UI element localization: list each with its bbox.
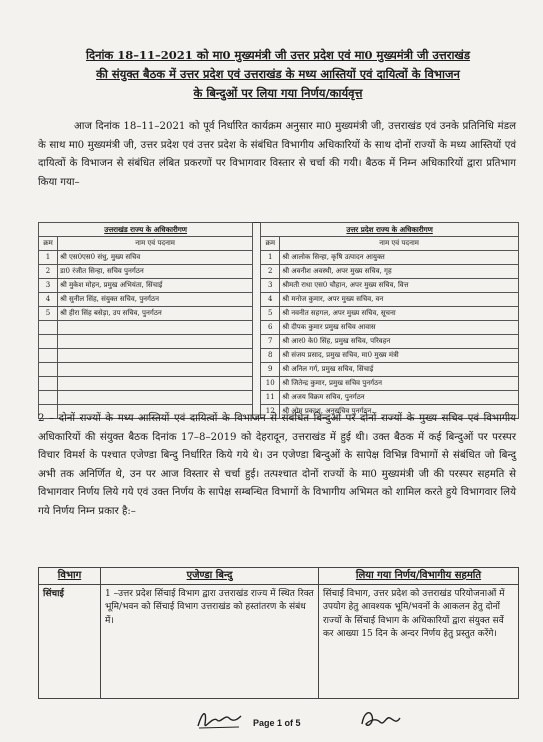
up-col-num: क्रम xyxy=(261,237,280,251)
uk-row-name: श्री मुकेश मोहन, प्रमुख अभियंता, सिंचाई xyxy=(58,279,253,293)
intro-paragraph xyxy=(38,118,516,192)
up-row-name: श्री अवनीश अवस्थी, अपर मुख्य सचिव, गृह xyxy=(280,265,519,279)
intro-text: आज दिनांक 18–11–2021 को पूर्व निर्धारित कार्यक्रम अनुसार मा0 मुख्यमंत्री जी, उत्तराखंड एवं उनके प्रतिनिधि मंडल के साथ मा0 मुख्यमंत्री जी, उत्तर प्रदेश एवं उत्तर प्रदेश के संबंधित विभागीय अधिकारियों के साथ दोनों राज्यों के मध्य आस्तियों एवं दायित्वों के विभाजन से संबंधित लंबित प्रकरणों पर विभागवार विस्तार से चर्चा की गयी। बैठक में निम्न अधिकारियों द्वारा प्रतिभाग किया गया– xyxy=(38,121,516,188)
up-row-num: 8 xyxy=(261,349,280,363)
up-row-num: 9 xyxy=(261,363,280,377)
officials-row xyxy=(39,279,519,293)
page-number: Page 1 of 5 xyxy=(253,718,301,728)
up-row-num: 7 xyxy=(261,335,280,349)
officials-row xyxy=(39,335,519,349)
officials-row xyxy=(39,307,519,321)
decision-department: सिंचाई xyxy=(39,584,101,698)
uk-row-name: श्री एस0एस0 संधु, मुख्य सचिव xyxy=(58,251,253,265)
decisions-table xyxy=(38,567,519,699)
up-row-num: 4 xyxy=(261,293,280,307)
up-row-name: श्री जितेन्द्र कुमार, प्रमुख सचिव पुनर्गठन xyxy=(280,377,519,391)
up-row-name: श्री संजय प्रसाद, प्रमुख सचिव, मा0 मुख्य मंत्री xyxy=(280,349,519,363)
up-row-name: श्री मनोज कुमार, अपर मुख्य सचिव, वन xyxy=(280,293,519,307)
officials-row xyxy=(39,265,519,279)
col-decision: लिया गया निर्णय/विभागीय सहमति xyxy=(319,568,519,585)
officials-table xyxy=(38,222,519,419)
officials-row xyxy=(39,251,519,265)
title-line-2: की संयुक्त बैठक में उत्तर प्रदेश एवं उत्तराखंड के मध्य आस्तियों एवं दायित्वों के विभाजन xyxy=(96,67,460,81)
decision-row xyxy=(39,584,519,698)
uk-row-num: 5 xyxy=(39,307,58,321)
up-row-num: 1 xyxy=(261,251,280,265)
up-row-name: श्री नवनीत सहगल, अपर मुख्य सचिव, सूचना xyxy=(280,307,519,321)
uk-row-num: 1 xyxy=(39,251,58,265)
up-row-name: श्री अनिल गर्ग, प्रमुख सचिव, सिंचाई xyxy=(280,363,519,377)
up-row-num: 12 xyxy=(261,405,280,419)
uk-row-name: डा0 रंजीत सिन्हा, सचिव पुनर्गठन xyxy=(58,265,253,279)
up-row-num: 5 xyxy=(261,307,280,321)
col-department: विभाग xyxy=(39,568,101,585)
up-row-name: श्री आलोक सिन्हा, कृषि उत्पादन आयुक्त xyxy=(280,251,519,265)
uk-officials-header: उत्तराखंड राज्य के अधिकारीगण xyxy=(39,223,253,237)
officials-row xyxy=(39,293,519,307)
col-agenda: एजेण्डा बिन्दु xyxy=(101,568,319,585)
uk-row-name: श्री सुनील सिंह, संयुक्त सचिव, पुनर्गठन xyxy=(58,293,253,307)
uk-col-name: नाम एवं पदनाम xyxy=(58,237,253,251)
page-footer xyxy=(0,706,543,736)
up-row-name: श्री दीपक कुमार प्रमुख सचिव आवास xyxy=(280,321,519,335)
officials-row xyxy=(39,321,519,335)
officials-row xyxy=(39,349,519,363)
up-row-name: श्री अजय विक्रम सचिव, पुनर्गठन xyxy=(280,391,519,405)
uk-col-num: क्रम xyxy=(39,237,58,251)
section-2-paragraph: 2 – दोनों राज्यों के मध्य आस्तियों एवं दायित्वों के विभाजन से संबंधित बिन्दुओं पर दोनों राज्यों के मुख्य सचिव एवं विभागीय अधिकारियों की संयुक्त बैठक दिनांक 17–8–2019 को देहरादून, उत्तराखंड में हुई थी। उक्त बैठक में कई बिन्दुओं पर परस्पर विचार विमर्श के पश्चात एजेण्डा बिन्दु निर्धारित किये गये थे। उन एजेण्डा बिन्दुओं के सापेक्ष विभिन्न विभागों से संबंधित जो बिन्दु अभी तक अनिर्णित थे, उन पर आज विस्तार से चर्चा हुई। तत्पश्चात दोनों राज्यों के मा0 मुख्यमंत्री जी की परस्पर सहमति से विभागवार निर्णय लिये गये एवं उक्त निर्णय के सापेक्ष सम्बन्धित विभागों के विभागीय अभिमत को शामिल करते हुये विभागवार लिये गये निर्णय निम्न प्रकार है:– xyxy=(38,413,516,517)
up-row-name: श्री ओम प्रकाश, अनुसचिव पुनर्गठन xyxy=(280,405,519,419)
officials-row xyxy=(39,377,519,391)
up-row-num: 11 xyxy=(261,391,280,405)
title-line-1: दिनांक 18–11–2021 को मा0 मुख्यमंत्री जी उत्तर प्रदेश एवं मा0 मुख्यमंत्री जी उत्तराखंड xyxy=(85,48,470,62)
up-row-num: 3 xyxy=(261,279,280,293)
up-row-num: 2 xyxy=(261,265,280,279)
decision-agenda: 1 –उत्तर प्रदेश सिंचाई विभाग द्वारा उत्तराखंड राज्य में स्थित रिक्त भूमि/भवन को सिंचाई विभाग उत्तराखंड को हस्तांतरण के संबंध में। xyxy=(101,584,319,698)
officials-row xyxy=(39,363,519,377)
uk-row-num: 3 xyxy=(39,279,58,293)
uk-row-num: 4 xyxy=(39,293,58,307)
up-row-num: 10 xyxy=(261,377,280,391)
uk-row-num: 2 xyxy=(39,265,58,279)
up-row-name: श्री आर0 के0 सिंह, प्रमुख सचिव, परिवहन xyxy=(280,335,519,349)
up-col-name: नाम एवं पदनाम xyxy=(280,237,519,251)
document-title xyxy=(38,46,518,103)
signature-left xyxy=(195,706,245,732)
officials-row xyxy=(39,391,519,405)
up-row-num: 6 xyxy=(261,321,280,335)
title-line-3: के बिन्दुओं पर लिया गया निर्णय/कार्यवृत्त xyxy=(193,86,363,100)
signature-right xyxy=(358,706,404,732)
uk-row-name: श्री हीरा सिंह बसेड़ा, उप सचिव, पुनर्गठन xyxy=(58,307,253,321)
up-row-name: श्रीमती राधा एस0 चौहान, अपर मुख्य सचिव, वित्त xyxy=(280,279,519,293)
decision-text: सिंचाई विभाग, उत्तर प्रदेश को उत्तराखंड परियोजनाओं में उपयोग हेतु आवश्यक भूमि/भवनों के आकलन हेतु दोनों राज्यों के सिंचाई विभाग के अधिकारियों द्वारा संयुक्त सर्वे कर आख्या 15 दिन के अन्दर निर्णय हेतु प्रस्तुत करेंगे। xyxy=(319,584,519,698)
up-officials-header: उत्तर प्रदेश राज्य के अधिकारीगण xyxy=(261,223,519,237)
